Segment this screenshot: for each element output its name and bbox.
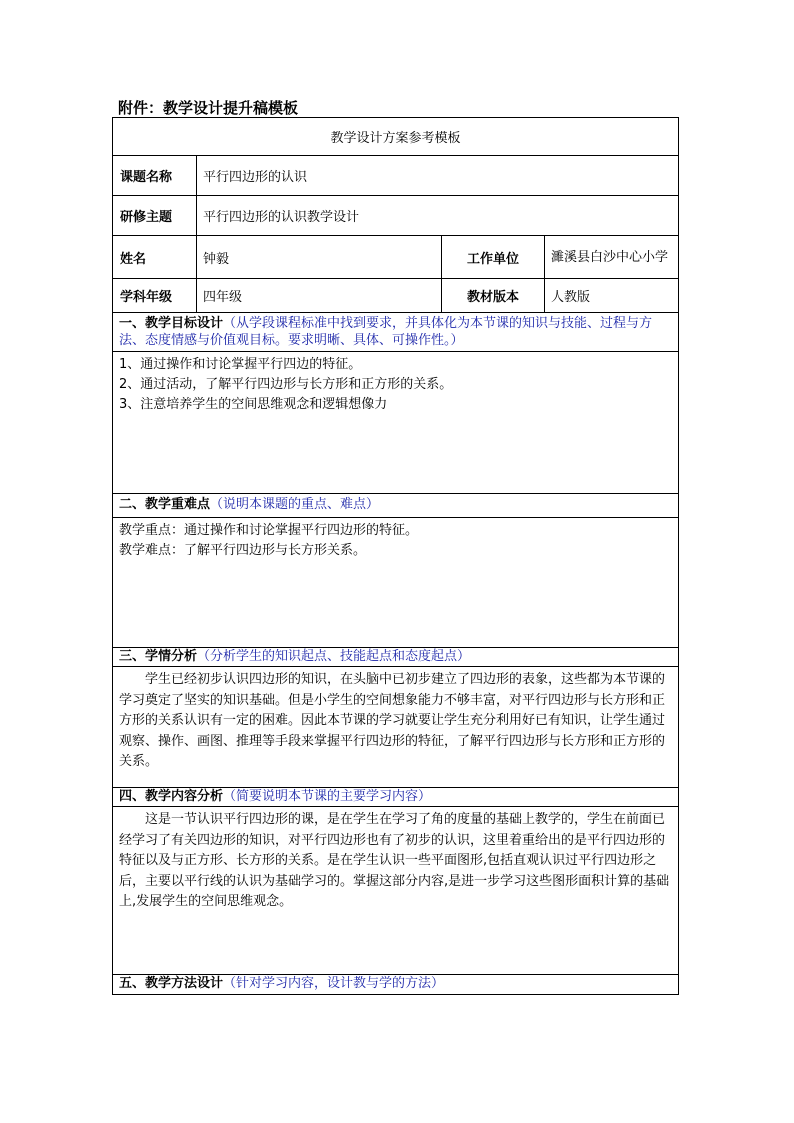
section-3-note: （分析学生的知识起点、技能起点和态度起点） (197, 649, 471, 664)
section-3-body-row (113, 667, 679, 788)
section-3-title: 三、学情分析 (119, 649, 198, 664)
workplace-value: 濉溪县白沙中心小学 (545, 236, 679, 279)
section-3-body (113, 667, 679, 788)
key-point-line: 教学重点：通过操作和讨论掌握平行四边形的特征。 (119, 523, 419, 538)
section-2-title: 二、教学重难点 (119, 497, 211, 512)
section-2-body (113, 518, 679, 648)
section-1-body-row (113, 352, 679, 494)
section-4-note: （简要说明本节课的主要学习内容） (223, 789, 432, 804)
grade-label: 学科年级 (113, 279, 197, 313)
difficulty-line: 教学难点：了解平行四边形与长方形关系。 (119, 543, 367, 558)
course-name-row (113, 156, 679, 196)
section-4-header-row (113, 788, 679, 807)
research-topic-value: 平行四边形的认识教学设计 (197, 196, 679, 236)
research-topic-row (113, 196, 679, 236)
grade-row (113, 279, 679, 313)
objective-line: 3、注意培养学生的空间思维观念和逻辑想像力 (119, 397, 388, 412)
title-row (113, 118, 679, 156)
section-1-note: （从学段课程标准中找到要求，并具体化为本节课的知识与技能、过程与方法、态度情感与价值观目标。要求明晰、具体、可操作性。） (119, 316, 653, 348)
section-5-title: 五、教学方法设计 (119, 976, 224, 991)
section-4-header (113, 788, 679, 807)
section-4-body (113, 807, 679, 975)
section-2-header (113, 494, 679, 518)
objective-line: 2、通过活动，了解平行四边形与长方形和正方形的关系。 (119, 377, 453, 392)
section-5-note: （针对学习内容，设计教与学的方法） (223, 976, 445, 991)
research-topic-label: 研修主题 (113, 196, 197, 236)
form-title: 教学设计方案参考模板 (113, 118, 679, 156)
section-3-header-row (113, 648, 679, 667)
section-4-body-row (113, 807, 679, 975)
section-5-header (113, 975, 679, 995)
section-5-header-row (113, 975, 679, 995)
lesson-plan-table (112, 117, 679, 995)
objective-line: 1、通过操作和讨论掌握平行四边的特征。 (119, 357, 362, 372)
textbook-value: 人教版 (545, 279, 679, 313)
name-row (113, 236, 679, 279)
grade-value: 四年级 (197, 279, 442, 313)
workplace-label: 工作单位 (442, 236, 545, 279)
section-1-body (113, 352, 679, 494)
name-label: 姓名 (113, 236, 197, 279)
course-name-label: 课题名称 (113, 156, 197, 196)
course-name-value: 平行四边形的认识 (197, 156, 679, 196)
section-4-title: 四、教学内容分析 (119, 789, 224, 804)
section-2-header-row (113, 494, 679, 518)
content-analysis-text: 这是一节认识平行四边形的课，是在学生在学习了角的度量的基础上教学的，学生在前面已经学习了有关四边形的知识，对平行四边形也有了初步的认识，这里着重给出的是平行四边形的特征以及与正方形、长方形的关系。是在学生认识一些平面图形,包括直观认识过平行四边形之后，主要以平行线的认识为基础学习的。掌握这部分内容,是进一步学习这些图形面积计算的基础上,发展学生的空间思维观念。 (119, 812, 670, 909)
page-heading: 附件：教学设计提升稿模板 (118, 99, 299, 117)
textbook-label: 教材版本 (442, 279, 545, 313)
section-3-header (113, 648, 679, 667)
learner-analysis-text: 学生已经初步认识四边形的知识，在头脑中已初步建立了四边形的表象，这些都为本节课的学习奠定了坚实的知识基础。但是小学生的空间想象能力不够丰富，对平行四边形与长方形和正方形的关系认识有一定的困难。因此本节课的学习就要让学生充分利用好已有知识，让学生通过观察、操作、画图、推理等手段来掌握平行四边形的特征，了解平行四边形与长方形和正方形的关系。 (119, 672, 666, 769)
section-2-note: （说明本课题的重点、难点） (210, 497, 380, 512)
section-1-header (113, 313, 679, 352)
section-1-header-row (113, 313, 679, 352)
section-1-title: 一、教学目标设计 (119, 316, 224, 331)
name-value: 钟毅 (197, 236, 442, 279)
section-2-body-row (113, 518, 679, 648)
